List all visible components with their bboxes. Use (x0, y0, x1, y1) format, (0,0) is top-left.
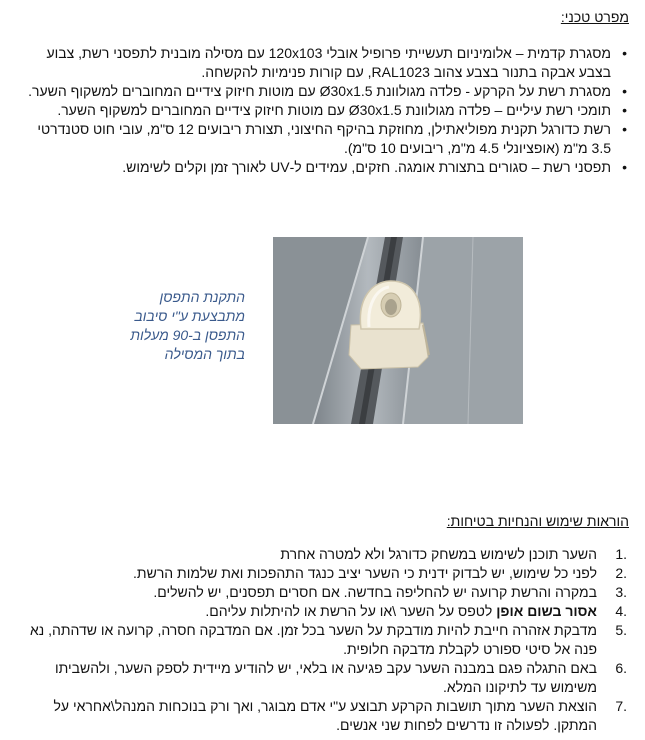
spec-list (15, 44, 627, 177)
safety-item (15, 602, 627, 621)
spec-item: • תומכי רשת עיליים – פלדה מגולוונת Ø30x1.5 עם מוטות חיזוק צידיים המחוברים למשקוף השער. (15, 101, 627, 120)
spec-item: • רשת כדורגל תקנית מפוליאתילן, מחוזקת בהיקף החיצוני, תצורת ריבועים 12 ס"מ, עובי חוט סטנדרטי 3.5 מ"מ (אופציונלי 4.5 מ"מ, ריבועים 10 ס"מ). (15, 120, 627, 158)
clip-in-rail-illustration (273, 237, 523, 424)
item-text: השער תוכנן לשימוש במשחק כדורגל ולא למטרה אחרת (280, 546, 597, 562)
item-number: .3 (615, 584, 627, 600)
safety-item (15, 583, 627, 602)
item-text: מדבקת אזהרה חייבת להיות מודבקת על השער בכל זמן. אם המדבקה חסרה, קרועה או שדהתה, נא פנה אל סיטי ספורט לקבלת מדבקה חלופית. (29, 622, 597, 657)
item-text: לטפס על השער \או על הרשת או להיתלות עליהם. (205, 603, 497, 619)
clip-installation-photo (273, 237, 523, 424)
caption-line: מתבצעת ע"י סיבוב (134, 308, 245, 324)
safety-item (15, 697, 627, 735)
safety-list (15, 545, 627, 735)
item-number: .2 (615, 565, 627, 581)
caption-line: התקנת התפסן (159, 289, 245, 305)
safety-item (15, 659, 627, 697)
safety-heading: הוראות שימוש והנחיות בטיחות: (446, 513, 629, 529)
spec-heading: מפרט טכני: (560, 9, 629, 25)
caption-line: התפסן ב-90 מעלות (130, 327, 245, 343)
item-text: לפני כל שימוש, יש לבדוק ידנית כי השער יציב כנגד התהפכות ואת שלמות הרשת. (133, 565, 597, 581)
spec-item: • תפסני רשת – סגורים בתצורת אומגה. חזקים, עמידים ל-UV לאורך זמן וקלים לשימוש. (15, 158, 627, 177)
item-number: .6 (615, 660, 627, 676)
item-number: .5 (615, 622, 627, 638)
item-number: .1 (615, 546, 627, 562)
safety-item (15, 545, 627, 564)
spec-item: • מסגרת רשת על הקרקע - פלדה מגולוונת Ø30x1.5 עם מוטות חיזוק צידיים המחוברים למשקוף השער. (15, 82, 627, 101)
caption-line: בתוך המסילה (164, 346, 245, 362)
item-text: הוצאת השער מתוך תושבות הקרקע תבוצע ע"י אדם מבוגר, ואך ורק בנוכחות המנהל\אחראי על המתקן. לפעולה זו נדרשים לפחות שני אנשים. (53, 698, 597, 733)
item-text: במקרה והרשת קרועה יש להחליפה בחדשה. אם חסרים תפסנים, יש להשלים. (153, 584, 597, 600)
item-text: באם התגלה פגם במבנה השער עקב פגיעה או בלאי, יש להודיע מיידית לספק השער, ולהשביתו משימוש עד לתיקונו המלא. (54, 660, 597, 695)
item-number: .7 (615, 698, 627, 714)
safety-item (15, 564, 627, 583)
photo-caption (100, 288, 245, 364)
spec-item: • מסגרת קדמית – אלומיניום תעשייתי פרופיל אובלי 120x103 עם מסילה מובנית לתפסני רשת, צבוע בצבע אבקה בתנור בצבע צהוב RAL1023, עם קורות פנימיות להקשחה. (15, 44, 627, 82)
item-number: .4 (615, 603, 627, 619)
item-bold-text: אסור בשום אופן (496, 603, 597, 619)
safety-item (15, 621, 627, 659)
